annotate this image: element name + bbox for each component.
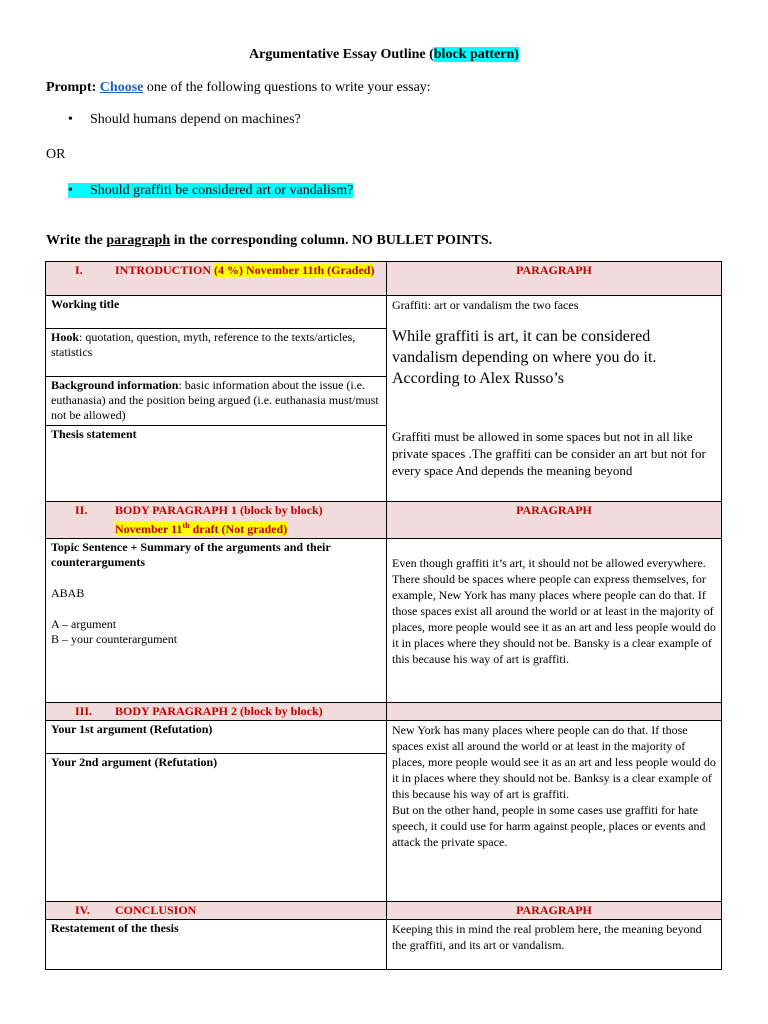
body1-paragraph-cell[interactable]: Even though graffiti it’s art, it should not be allowed everywhere. There should be spaces where people can express themselves, for example, New York has many places where people can do that. If those spaces exist all around the world or at least in the majority of places, more people would see it as an art and less people would do it in places where they should not be. Bansky is a clear example of this because his way of art is graffiti. — [387, 539, 722, 703]
section-header-intro — [46, 262, 722, 296]
second-argument-label: Your 2nd argument (Refutation) — [46, 754, 387, 902]
paragraph-header-2: PARAGRAPH — [387, 502, 722, 539]
section-header-body2 — [46, 703, 722, 721]
bullet-dot-icon: • — [68, 112, 73, 127]
abab-label: ABAB — [51, 586, 85, 600]
a-argument-label: A – argument — [51, 617, 117, 631]
conclusion-paragraph-cell[interactable]: Keeping this in mind the real problem here, the meaning beyond the graffiti, and its art or vandalism. — [387, 920, 722, 970]
restatement-label: Restatement of the thesis — [46, 920, 387, 970]
body2-paragraph-1: New York has many places where people can do that. If those spaces exist all around the world or at least in the majority of places, more people would see it as an art and less people would do it in places where they should not be. Banksy is a clear example of this because his way of art is graffiti. — [392, 723, 716, 801]
body2-paragraph-2: But on the other hand, people in some cases use graffiti for hate speech, it could use for harm against people, places or events and attack the private space. — [392, 803, 706, 849]
outline-table — [45, 261, 722, 970]
conclusion-header: IV. CONCLUSION — [46, 902, 387, 920]
paragraph-header-3 — [387, 703, 722, 721]
prompt-text: one of the following questions to write your essay: — [143, 80, 431, 95]
title-highlight: block pattern) — [433, 47, 519, 62]
intro-thesis-text: Graffiti must be allowed in some spaces but not in all like private spaces .The graffiti can be consider an art but not for every space And depends the meaning beyond — [392, 429, 706, 478]
document-title: Argumentative Essay Outline (block pattern) — [249, 47, 519, 62]
intro-paragraph-cell[interactable] — [387, 296, 722, 502]
or-text: OR — [46, 147, 66, 162]
bullet-question-1: • Should humans depend on machines? — [68, 112, 301, 127]
b-counterargument-label: B – your counterargument — [51, 632, 178, 646]
thesis-label: Thesis statement — [46, 426, 387, 502]
bullet-question-2: • Should graffiti be considered art or vandalism? — [68, 183, 354, 198]
choose-link[interactable]: Choose — [99, 80, 144, 95]
instruction: Write the paragraph in the corresponding column. NO BULLET POINTS. — [46, 233, 493, 248]
bullet-dot-icon: • — [68, 183, 73, 198]
topic-sentence-label: Topic Sentence + Summary of the arguments and their counterarguments — [51, 540, 331, 569]
section-header-conclusion — [46, 902, 722, 920]
section-header-body1 — [46, 502, 722, 539]
hook-label: Hook: quotation, question, myth, reference to the texts/articles, statistics — [46, 329, 387, 377]
first-argument-label: Your 1st argument (Refutation) — [46, 721, 387, 754]
body2-header: III. BODY PARAGRAPH 2 (block by block) — [46, 703, 387, 721]
background-info-label: Background information: basic information about the issue (i.e. euthanasia) and the position being argued (i.e. euthanasia must/must not be allowed) — [46, 377, 387, 426]
intro-hook-text: While graffiti is art, it can be considered vandalism depending on where you do it. According to Alex Russo’s — [392, 328, 657, 387]
prompt-label: Prompt: — [46, 80, 97, 95]
paragraph-header-1: PARAGRAPH — [387, 262, 722, 296]
intro-header: I. INTRODUCTION (4 %) November 11th (Graded) — [46, 262, 387, 296]
intro-working-title: Graffiti: art or vandalism the two faces — [392, 298, 579, 312]
topic-sentence-cell — [46, 539, 387, 703]
paragraph-header-4: PARAGRAPH — [387, 902, 722, 920]
working-title-label: Working title — [46, 296, 387, 329]
body2-paragraph-cell[interactable] — [387, 721, 722, 902]
prompt-line — [46, 80, 431, 96]
body1-header: II. BODY PARAGRAPH 1 (block by block) November 11th draft (Not graded) — [46, 502, 387, 539]
